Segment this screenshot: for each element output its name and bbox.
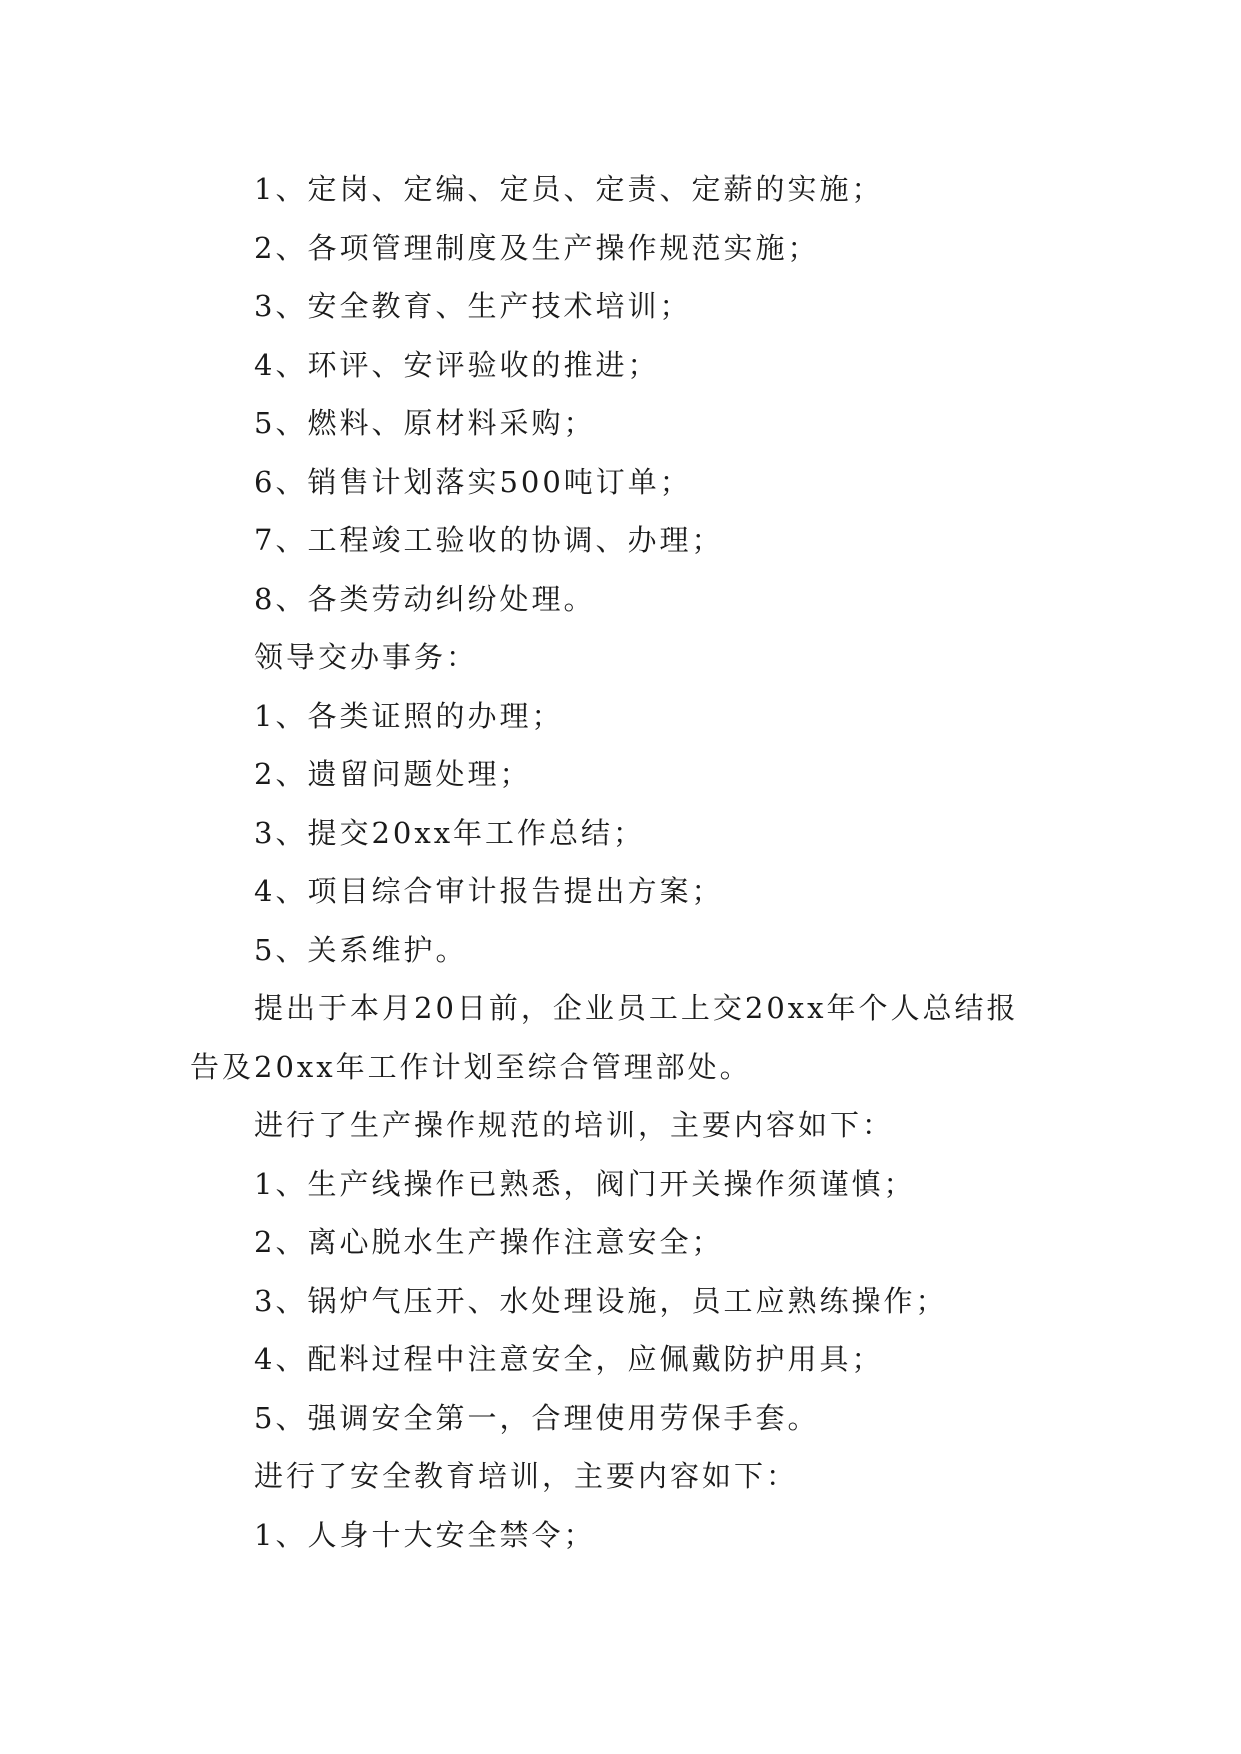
- list-item: 1、人身十大安全禁令；: [254, 1517, 596, 1552]
- list-item: 7、工程竣工验收的协调、办理；: [254, 523, 724, 557]
- list-item: 4、配料过程中注意安全，应佩戴防护用具；: [254, 1342, 884, 1376]
- list-item: 1、定岗、定编、定员、定责、定薪的实施；: [254, 172, 884, 206]
- list-item: 1、各类证照的办理；: [254, 698, 564, 733]
- section-heading: 进行了安全教育培训，主要内容如下：: [254, 1459, 799, 1493]
- list-item: 5、强调安全第一，合理使用劳保手套。: [254, 1400, 820, 1435]
- list-item: 5、关系维护。: [254, 932, 468, 967]
- list-item: 3、锅炉气压开、水处理设施，员工应熟练操作；: [254, 1283, 948, 1318]
- list-item: 2、遗留问题处理；: [254, 757, 532, 791]
- list-item: 6、销售计划落实500吨订单；: [254, 464, 692, 499]
- list-item: 2、各项管理制度及生产操作规范实施；: [254, 230, 820, 265]
- list-item: 4、项目综合审计报告提出方案；: [254, 874, 724, 908]
- list-item: 1、生产线操作已熟悉，阀门开关操作须谨慎；: [254, 1166, 916, 1201]
- list-item: 3、安全教育、生产技术培训；: [254, 289, 692, 323]
- list-item: 4、环评、安评验收的推进；: [254, 347, 660, 382]
- list-item: 3、提交20xx年工作总结；: [254, 815, 646, 850]
- paragraph-line: 提出于本月20日前，企业员工上交20xx年个人总结报: [254, 991, 1019, 1025]
- list-item: 2、离心脱水生产操作注意安全；: [254, 1225, 724, 1259]
- section-heading: 进行了生产操作规范的培训，主要内容如下：: [254, 1108, 895, 1142]
- paragraph-line-continued: 告及20xx年工作计划至综合管理部处。: [190, 1049, 752, 1084]
- list-item: 8、各类劳动纠纷处理。: [254, 581, 596, 616]
- document-body: [190, 160, 1070, 1564]
- section-heading: 领导交办事务：: [254, 640, 479, 674]
- list-item: 5、燃料、原材料采购；: [254, 406, 596, 440]
